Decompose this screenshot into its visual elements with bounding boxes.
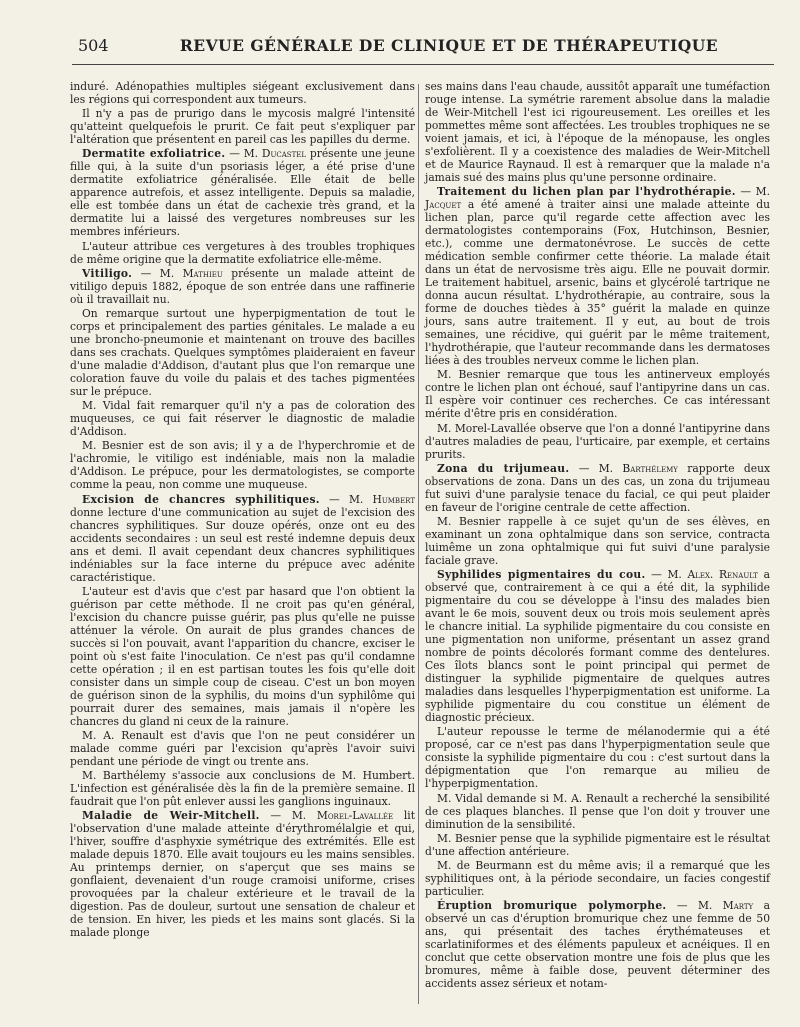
- author-name: M. Marty: [697, 899, 754, 913]
- paragraph: M. A. Renault est d'avis que l'on ne peut considérer un malade comme guéri par l'excision qu'après l'avoir suivi pendant une période de vingt ou trente ans.: [70, 728, 415, 768]
- section-text: présente un malade atteint de vitiligo depuis 1882, époque de son entrée dans une raffinerie où il travaillait nu.: [70, 266, 415, 306]
- author-name: M. Morel-Lavallée: [291, 809, 394, 823]
- section-heading: Éruption bromurique polymorphe.: [437, 899, 667, 913]
- paragraph: M. Besnier pense que la syphilide pigmentaire est le résultat d'une affection antérieure.: [425, 831, 770, 858]
- author-name: M. Humbert: [348, 492, 415, 506]
- paragraph: M. Vidal demande si M. A. Renault a recherché la sensibilité de ces plaques blanches. Il pense que l'on doit y trouver une diminution de la sensibilité.: [425, 791, 770, 831]
- section-heading: Maladie de Weir-Mitchell.: [82, 809, 260, 823]
- section-text: présente une jeune fille qui, à la suite d'un psoriasis léger, a été prise d'une dermatite exfoliatrice généralisée. Elle était de belle apparence autrefois, et assez intelligente. Depuis sa maladie, elle est tombée dans un état de cachexie très grand, et la dermatite lui a laissé des vergetures nombreuses sur les membres inférieurs.: [70, 147, 415, 239]
- author-name: M. Alex. Renault: [667, 568, 758, 582]
- section-paragraph: Éruption bromurique polymorphe. — M. Marty a observé un cas d'éruption bromurique chez une femme de 50 ans, qui présentait des taches érythémateuses et scarlatiniformes et des éléments papuleux et acnéiques. Il en conclut que cette observation montre une fois de plus que les bromures, même à faible dose, peuvent déterminer des accidents assez sérieux et notam-: [425, 899, 770, 991]
- paragraph: M. Besnier rappelle à ce sujet qu'un de ses élèves, en examinant un zona ophtalmique dans son service, contracta luimême un zona ophtalmique qui fut suivi d'une paralysie faciale grave.: [425, 514, 770, 567]
- paragraph: induré. Adénopathies multiples siégeant exclusivement dans les régions qui correspondent aux tumeurs.: [70, 80, 415, 106]
- paragraph: M. Barthélemy s'associe aux conclusions de M. Humbert. L'infection est généralisée dès la fin de la première semaine. Il faudrait que l'on pût enlever aussi les ganglions inguinaux.: [70, 769, 415, 809]
- author-name: M. Barthélemy: [598, 461, 678, 475]
- section-text: rapporte deux observations de zona. Dans un des cas, un zona du trijumeau fut suivi d'une paralysie tenace du facial, ce qui peut plaider en faveur de l'origine centrale de cette affection.: [425, 461, 770, 514]
- header-rule: [72, 64, 774, 65]
- author-name: M. Ducastel: [243, 147, 307, 161]
- paragraph: M. Besnier remarque que tous les antinerveux employés contre le lichen plan ont échoué, sauf l'antipyrine dans un cas. Il espère voir continuer ces recherches. Ce cas intéressant mérite d'être pris en considération.: [425, 368, 770, 421]
- section-paragraph: Vitiligo. — M. Mathieu présente un malade atteint de vitiligo depuis 1882, époque de son entrée dans une raffinerie où il travaillait nu.: [70, 266, 415, 306]
- paragraph: L'auteur est d'avis que c'est par hasard que l'on obtient la guérison par cette méthode. Il ne croit pas qu'en général, l'excision du chancre puisse guérir, pas plus qu'elle ne puisse atténuer la vérole. On aurait de plus grandes chances de succès si l'on pouvait, avant l'apparition du chancre, exciser le point où s'est faite l'inoculation. Ce n'est pas qu'il condamne cette opération ; il en est partisan toutes les fois qu'elle doit consister dans un simple coup de ciseau. C'est un bon moyen de guérison sinon de la syphilis, du moins d'un syphilôme qui pourrait durer des semaines, mais jamais il n'opère les chancres du gland ni ceux de la rainure.: [70, 584, 415, 728]
- paragraph: ses mains dans l'eau chaude, aussitôt apparaît une tuméfaction rouge intense. La symétrie rarement absolue dans la maladie de Weir-Mitchell l'est ici rigoureusement. Les oreilles et les pommettes même sont affectées. Les troubles trophiques ne se voient jamais, et ici, à l'époque de la ménopause, les ongles s'exfolièrent. Il y a coexistence des maladies de Weir-Mitchell et de Maurice Raynaud. Il est à remarquer que la malade n'a jamais sué des mains plus qu'une personne ordinaire.: [425, 80, 770, 184]
- paragraph: L'auteur attribue ces vergetures à des troubles trophiques de même origine que la dermatite exfoliatrice elle-même.: [70, 239, 415, 266]
- paragraph: M. Vidal fait remarquer qu'il n'y a pas de coloration des muqueuses, ce qui fait réserver le diagnostic de maladie d'Addison.: [70, 399, 415, 439]
- page-number: 504: [78, 36, 109, 55]
- section-paragraph: Dermatite exfoliatrice. — M. Ducastel présente une jeune fille qui, à la suite d'un psoriasis léger, a été prise d'une dermatite exfoliatrice généralisée. Elle était de belle apparence autrefois, et assez intelligente. Depuis sa maladie, elle est tombée dans un état de cachexie très grand, et la dermatite lui a laissé des vergetures nombreuses sur les membres inférieurs.: [70, 147, 415, 239]
- section-text: donne lecture d'une communication au sujet de l'excision des chancres syphilitiques. Sur douze opérés, onze ont eu des accidents secondaires : un seul est resté indemne depuis deux ans et demi. Il avait cependant deux chancres syphilitiques indéniables sur la face interne du prépuce avec adénite caractéristique.: [70, 505, 415, 584]
- author-name: M. Mathieu: [159, 266, 223, 280]
- section-heading: Excision de chancres syphilitiques.: [82, 492, 320, 506]
- section-paragraph: Syphilides pigmentaires du cou. — M. Alex. Renault a observé que, contrairement à ce qui a été dit, la syphilide pigmentaire du cou se développe à l'insu des malades bien avant le 6e mois, souvent deux ou trois mois seulement après le chancre initial. La syphilide pigmentaire du cou consiste en une pigmentation non uniforme, présentant un assez grand nombre de points décolorés formant comme des dentelures. Ces îlots blancs sont le point principal qui permet de distinguer la syphilide pigmentaire de quelques autres maladies dans lesquelles l'hyperpigmentation est uniforme. La syphilide pigmentaire du cou constitue un élément de diagnostic précieux.: [425, 568, 770, 725]
- section-paragraph: Zona du trijumeau. — M. Barthélemy rapporte deux observations de zona. Dans un des cas, un zona du trijumeau fut suivi d'une paralysie tenace du facial, ce qui peut plaider en faveur de l'origine centrale de cette affection.: [425, 461, 770, 514]
- section-text: a été amené à traiter ainsi une malade atteinte du lichen plan, parce qu'il regarde cette affection avec les dermatologistes contemporains (Fox, Hutchinson, Besnier, etc.), comme une dermatonévrose. Le succès de cette médication semble confirmer cette théorie. La malade était dans un état de nervosisme très aigu. Elle ne pouvait dormir. Le traitement habituel, arsenic, bains et glycérolé tartrique ne donna aucun résultat. L'hydrothérapie, au contraire, sous la forme de douches tièdes à 35° guérit la malade en quinze jours, sans autre traitement. Il y eut, au bout de trois semaines, une récidive, qui guérit par le même traitement, l'hydrothérapie, que l'auteur recommande dans les dermatoses liées à des troubles nerveux comme le lichen plan.: [425, 198, 770, 368]
- section-heading: Syphilides pigmentaires du cou.: [437, 568, 646, 582]
- paragraph: M. Morel-Lavallée observe que l'on a donné l'antipyrine dans d'autres maladies de peau, l'urticaire, par exemple, et certains prurits.: [425, 421, 770, 461]
- paragraph: On remarque surtout une hyperpigmentation de tout le corps et principalement des parties génitales. Le malade a eu une broncho-pneumonie et maintenant on trouve des bacilles dans ses crachats. Quelques symptômes plaideraient en faveur d'une maladie d'Addison, d'autant plus que l'on remarque une coloration fauve du voile du palais et des taches pigmentées sur le prépuce.: [70, 306, 415, 398]
- section-paragraph: Excision de chancres syphilitiques. — M. Humbert donne lecture d'une communication au sujet de l'excision des chancres syphilitiques. Sur douze opérés, onze ont eu des accidents secondaires : un seul est resté indemne depuis deux ans et demi. Il avait cependant deux chancres syphilitiques indéniables sur la face interne du prépuce avec adénite caractéristique.: [70, 492, 415, 584]
- section-paragraph: Traitement du lichen plan par l'hydrothérapie. — M. Jacquet a été amené à traiter ainsi une malade atteinte du lichen plan, parce qu'il regarde cette affection avec les dermatologistes contemporains (Fox, Hutchinson, Besnier, etc.), comme une dermatonévrose. Le succès de cette médication semble confirmer cette théorie. La malade était dans un état de nervosisme très aigu. Elle ne pouvait dormir. Le traitement habituel, arsenic, bains et glycérolé tartrique ne donna aucun résultat. L'hydrothérapie, au contraire, sous la forme de douches tièdes à 35° guérit la malade en quinze jours, sans autre traitement. Il y eut, au bout de trois semaines, une récidive, qui guérit par le même traitement, l'hydrothérapie, que l'auteur recommande dans les dermatoses liées à des troubles nerveux comme le lichen plan.: [425, 185, 771, 368]
- section-heading: Vitiligo.: [82, 266, 133, 280]
- section-heading: Traitement du lichen plan par l'hydrothérapie.: [437, 185, 736, 199]
- section-text: a observé un cas d'éruption bromurique chez une femme de 50 ans, qui présentait des taches érythémateuses et scarlatiniformes et des éléments papuleux et acnéiques. Il en conclut que cette observation montre une fois de plus que les bromures, même à faible dose, peuvent déterminer des accidents assez sérieux et notam-: [425, 899, 770, 991]
- left-column: [70, 80, 415, 940]
- paragraph: M. Besnier est de son avis; il y a de l'hyperchromie et de l'achromie, le vitiligo est indéniable, mais non la maladie d'Addison. Le prépuce, pour les dermatologistes, se comporte comme la peau, non comme une muqueuse.: [70, 439, 415, 492]
- author-name: M. Jacquet: [425, 185, 771, 212]
- paragraph: M. de Beurmann est du même avis; il a remarqué que les syphilitiques ont, à la période secondaire, un facies congestif particulier.: [425, 858, 770, 898]
- paragraph: Il n'y a pas de prurigo dans le mycosis malgré l'intensité qu'atteint quelquefois le prurit. Ce fait peut s'expliquer par l'altération que présentent en pareil cas les papilles du derme.: [70, 107, 415, 147]
- running-header: [78, 36, 770, 58]
- section-text: a observé que, contrairement à ce qui a été dit, la syphilide pigmentaire du cou se développe à l'insu des malades bien avant le 6e mois, souvent deux ou trois mois seulement après le chancre initial. La syphilide pigmentaire du cou consiste en une pigmentation non uniforme, présentant un assez grand nombre de points décolorés formant comme des dentelures. Ces îlots blancs sont le point principal qui permet de distinguer la syphilide pigmentaire de quelques autres maladies dans lesquelles l'hyperpigmentation est uniforme. La syphilide pigmentaire du cou constitue un élément de diagnostic précieux.: [425, 568, 770, 725]
- section-heading: Zona du trijumeau.: [437, 461, 570, 475]
- paragraph: L'auteur repousse le terme de mélanodermie qui a été proposé, car ce n'est pas dans l'hyperpigmentation seule que consiste la syphilide pigmentaire du cou : c'est surtout dans la dépigmentation que l'on remarque au milieu de l'hyperpigmentation.: [425, 725, 770, 791]
- section-paragraph: Maladie de Weir-Mitchell. — M. Morel-Lavallée lit l'observation d'une malade atteinte d'érythromélalgie et qui, l'hiver, souffre d'asphyxie symétrique des extrémités. Elle est malade depuis 1870. Elle avait toujours eu les mains sensibles. Au printemps dernier, on s'aperçut que ses mains se gonflaient, devenaient d'un rouge cramoisi uniforme, crises provoquées par la chaleur extérieure et le travail de la digestion. Pas de douleur, surtout une sensation de chaleur et de tension. En hiver, les pieds et les mains sont glacés. Si la malade plonge: [70, 809, 416, 940]
- running-title: REVUE GÉNÉRALE DE CLINIQUE ET DE THÉRAPEUTIQUE: [179, 36, 719, 55]
- section-text: lit l'observation d'une malade atteinte d'érythromélalgie et qui, l'hiver, souffre d'asphyxie symétrique des extrémités. Elle est malade depuis 1870. Elle avait toujours eu les mains sensibles. Au printemps dernier, on s'aperçut que ses mains se gonflaient, devenaient d'un rouge cramoisi uniforme, crises provoquées par la chaleur extérieure et le travail de la digestion. Pas de douleur, surtout une sensation de chaleur et de tension. En hiver, les pieds et les mains sont glacés. Si la malade plonge: [70, 809, 416, 940]
- right-column: [425, 80, 770, 991]
- section-heading: Dermatite exfoliatrice.: [82, 147, 226, 161]
- column-divider: [418, 84, 419, 1004]
